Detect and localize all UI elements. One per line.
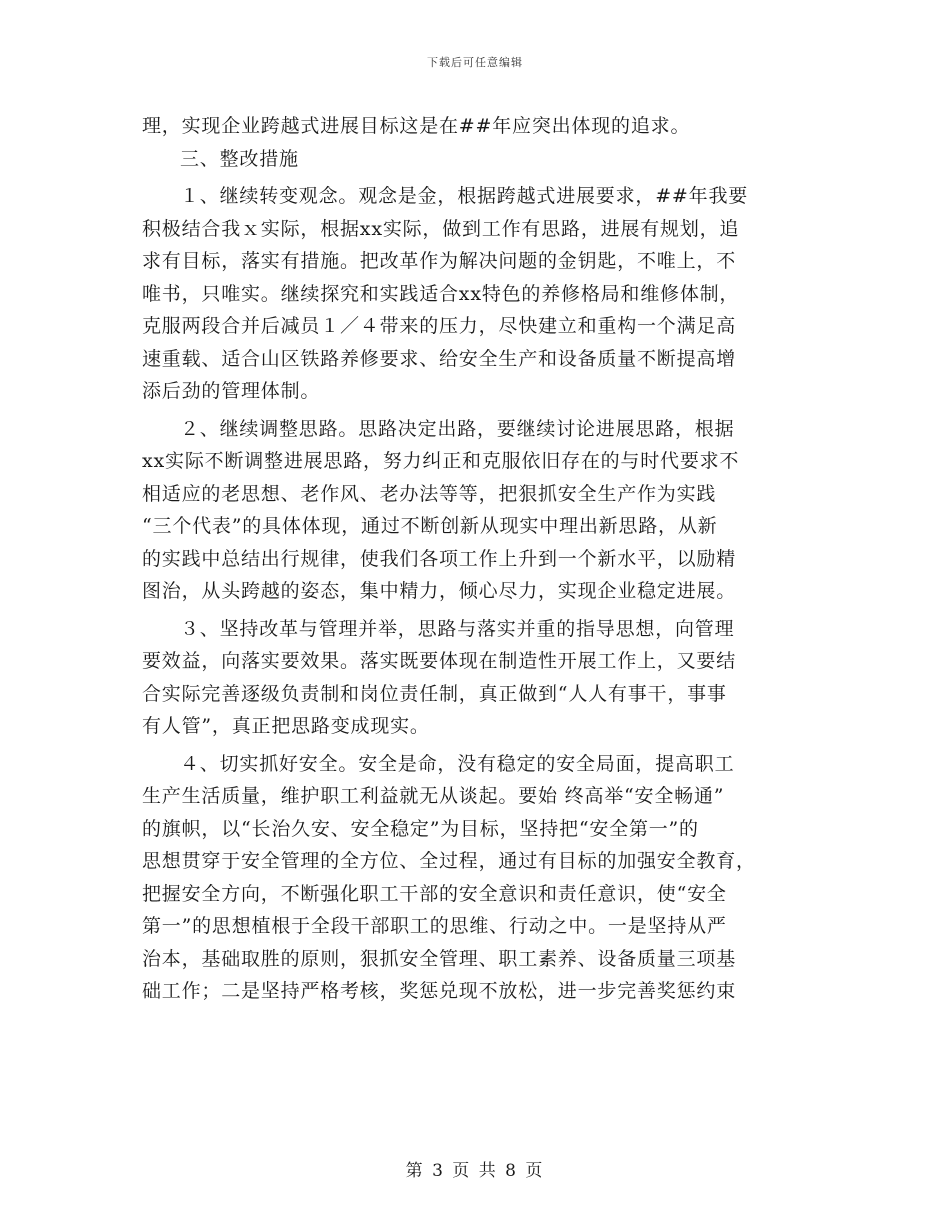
text-line: ２、继续调整思路。思路决定出路，要继续讨论进展思路，根据 (180, 417, 735, 440)
text-line: 有人管”，真正把思路变成现实。 (142, 715, 430, 737)
paragraph-2 (142, 413, 804, 608)
document-body (142, 110, 804, 1008)
paragraph-1 (142, 180, 804, 408)
text-line: 求有目标，落实有措施。把改革作为解决问题的金钥匙，不唯上，不 (142, 250, 737, 272)
text-line: 添后劲的管理体制。 (142, 380, 321, 402)
section-heading-text: 三、整改措施 (180, 147, 299, 170)
page-header: 下载后可任意编辑 (427, 56, 523, 69)
text-line: 速重载、适合山区铁路养修要求、给安全生产和设备质量不断提高增 (142, 347, 737, 370)
text-line: 思想贯穿于安全管理的全方位、全过程，通过有目标的加强安全教育， (142, 850, 756, 872)
text-line: 克服两段合并后减员１／４带来的压力，尽快建立和重构一个满足高 (142, 315, 737, 337)
text-line: 唯书，只唯实。继续探究和实践适合xx特色的养修格局和维修体制， (142, 282, 740, 305)
paragraph-4 (142, 748, 804, 1008)
text-line: 治本，基础取胜的原则，狠抓安全管理、职工素养、设备质量三项基 (142, 947, 737, 970)
text-line: 理，实现企业跨越式进展目标这是在##年应突出体现的追求。 (142, 115, 691, 137)
section-heading (142, 143, 804, 176)
text-line: 积极结合我ｘ实际，根据xx实际，做到工作有思路，进展有规划，追 (142, 217, 740, 240)
text-line: 生产生活质量，维护职工利益就无从谈起。要始 终高举“安全畅通” (142, 785, 725, 807)
text-line: １、继续转变观念。观念是金，根据跨越式进展要求，##年我要 (180, 185, 749, 207)
text-line: xx实际不断调整进展思路，努力纠正和克服依旧存在的与时代要求不 (142, 450, 740, 472)
text-line: 的实践中总结出行规律，使我们各项工作上升到一个新水平，以励精 (142, 547, 737, 570)
text-line: ４、切实抓好安全。安全是命，没有稳定的安全局面，提高职工 (180, 752, 735, 775)
text-line: ３、坚持改革与管理并举，思路与落实并重的指导思想，向管理 (180, 617, 735, 640)
text-line: 相适应的老思想、老作风、老办法等等，把狠抓安全生产作为实践 (142, 482, 717, 505)
text-line: 把握安全方向，不断强化职工干部的安全意识和责任意识，使“安全 (142, 882, 727, 905)
text-line: 第一”的思想植根于全段干部职工的思维、行动之中。一是坚持从严 (142, 915, 727, 937)
text-line: 的旗帜，以“长治久安、安全稳定”为目标，坚持把“安全第一”的 (142, 817, 699, 840)
paragraph-3 (142, 613, 804, 743)
text-line: 合实际完善逐级负责制和岗位责任制，真正做到“人人有事干，事事 (142, 682, 727, 705)
text-line: 图治，从头跨越的姿态，集中精力，倾心尽力，实现企业稳定进展。 (142, 580, 737, 602)
page-number: 第 3 页 共 8 页 (405, 1161, 545, 1181)
text-line: 要效益，向落实要效果。落实既要体现在制造性开展工作上，又要结 (142, 650, 737, 672)
paragraph-continuation (142, 110, 804, 143)
text-line: “三个代表”的具体体现，通过不断创新从现实中理出新思路，从新 (142, 515, 718, 537)
text-line: 础工作；二是坚持严格考核，奖惩兑现不放松，进一步完善奖惩约束 (142, 980, 737, 1002)
